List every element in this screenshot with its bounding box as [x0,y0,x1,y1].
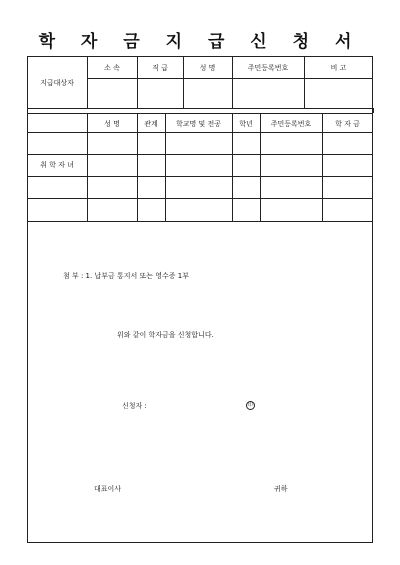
header-name: 성 명 [199,64,216,72]
header-position: 직 급 [152,64,168,72]
header-relation: 관계 [144,119,158,128]
header-grade: 학년 [239,119,253,128]
beneficiary-row-label: 취 학 자 녀 [40,161,74,169]
child-grade-row-4[interactable] [233,199,260,221]
grid-line [27,221,373,222]
header-child-name: 성 명 [104,119,120,128]
recipient-remarks-cell[interactable] [305,79,373,108]
honorific: 귀하 [274,485,288,493]
child-school-major-row-1[interactable] [166,133,232,154]
child-child-name-row-3[interactable] [88,177,137,198]
child-relation-row-1[interactable] [138,133,165,154]
recipient-position-cell[interactable] [138,79,183,108]
header-school-major: 학교명 및 전공 [175,119,222,128]
recipient-affiliation-cell[interactable] [88,79,137,108]
document-title: 학 자 금 지 급 신 청 서 [38,32,362,52]
header-remarks: 비 고 [330,64,347,72]
recipient-row-label: 지급대상자 [40,79,74,87]
child-school-major-row-3[interactable] [166,177,232,198]
seal-mark [246,400,255,410]
child-school-major-row-2[interactable] [166,155,232,176]
header-tuition: 학 자 금 [335,119,360,128]
applicant-label: 신청자 : [122,402,147,410]
header-child-resident-number: 주민등록번호 [270,119,312,128]
grid-line [27,108,373,109]
child-grade-row-3[interactable] [233,177,260,198]
child-child-name-row-1[interactable] [88,133,137,154]
child-relation-row-2[interactable] [138,155,165,176]
child-tuition-row-1[interactable] [323,133,373,154]
child-child-resident-number-row-2[interactable] [261,155,322,176]
child-grade-row-1[interactable] [233,133,260,154]
grid-line [27,108,28,113]
child-relation-row-3[interactable] [138,177,165,198]
recipient-name-cell[interactable] [184,79,232,108]
child-tuition-row-3[interactable] [323,177,373,198]
header-resident-number: 주민등록번호 [247,64,289,72]
child-tuition-row-4[interactable] [323,199,373,221]
child-grade-row-2[interactable] [233,155,260,176]
child-child-resident-number-row-1[interactable] [261,133,322,154]
application-statement: 위와 같이 학자금을 신청합니다. [117,331,214,339]
header-affiliation: 소 속 [104,64,120,72]
child-school-major-row-4[interactable] [166,199,232,221]
child-relation-row-4[interactable] [138,199,165,221]
grid-line [27,56,373,57]
child-child-name-row-4[interactable] [88,199,137,221]
child-child-resident-number-row-4[interactable] [261,199,322,221]
child-tuition-row-2[interactable] [323,155,373,176]
addressee: 대표이사 [94,485,122,493]
recipient-resident-number-cell[interactable] [233,79,304,108]
child-child-name-row-2[interactable] [88,155,137,176]
grid-line [373,108,374,113]
seal-stamp-icon: 印 [247,402,253,408]
attachment-note: 첨 부 : 1. 납부금 통지서 또는 영수증 1부 [63,272,189,280]
child-child-resident-number-row-3[interactable] [261,177,322,198]
